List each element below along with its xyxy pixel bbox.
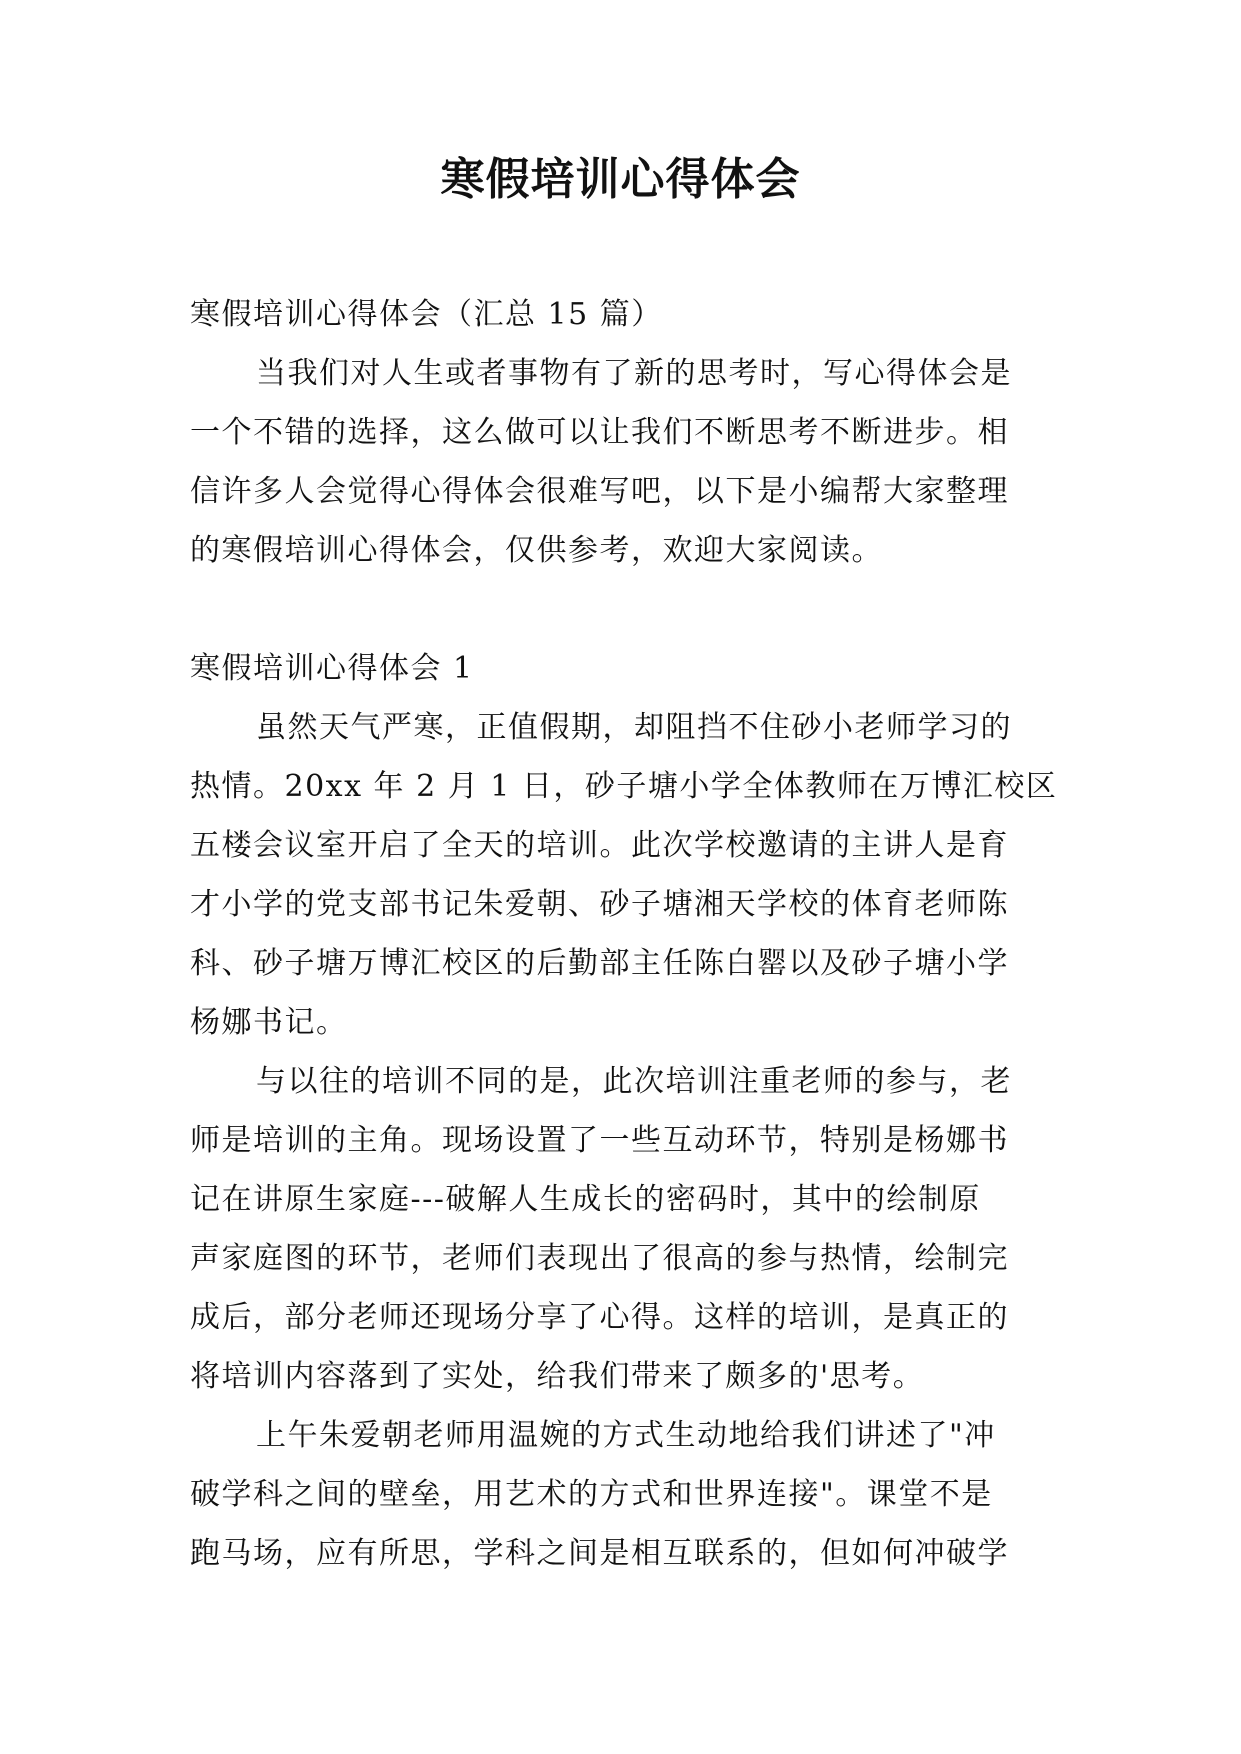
text-line: 科、砂子塘万博汇校区的后勤部主任陈白罂以及砂子塘小学 — [190, 946, 1009, 981]
text-line: 五楼会议室开启了全天的培训。此次学校邀请的主讲人是育 — [190, 828, 1009, 863]
text-line: 才小学的党支部书记朱爱朝、砂子塘湘天学校的体育老师陈 — [190, 887, 1009, 922]
document-body — [190, 285, 1058, 1583]
text-line: 的寒假培训心得体会，仅供参考，欢迎大家阅读。 — [190, 533, 883, 568]
paragraph-2 — [190, 1052, 1052, 1406]
subtitle-line: 寒假培训心得体会（汇总 15 篇） — [190, 297, 663, 332]
text-line: 杨娜书记。 — [190, 1005, 348, 1040]
text-line: 热情。20xx 年 2 月 1 日，砂子塘小学全体教师在万博汇校区 — [190, 769, 1058, 804]
text-line: 一个不错的选择，这么做可以让我们不断思考不断进步。相 — [190, 415, 1009, 450]
section-heading: 寒假培训心得体会 1 — [190, 651, 474, 686]
text-line: 上午朱爱朝老师用温婉的方式生动地给我们讲述了"冲 — [256, 1418, 996, 1453]
text-line: 跑马场，应有所思，学科之间是相互联系的，但如何冲破学 — [190, 1536, 1009, 1571]
text-line: 当我们对人生或者事物有了新的思考时，写心得体会是 — [256, 356, 1012, 391]
text-line: 破学科之间的壁垒，用艺术的方式和世界连接"。课堂不是 — [190, 1477, 993, 1512]
text-line: 虽然天气严寒，正值假期，却阻挡不住砂小老师学习的 — [256, 710, 1012, 745]
text-line: 与以往的培训不同的是，此次培训注重老师的参与，老 — [256, 1064, 1012, 1099]
blank-line — [190, 580, 1052, 639]
paragraph-1 — [190, 698, 1058, 1052]
text-line: 将培训内容落到了实处，给我们带来了颇多的'思考。 — [190, 1359, 925, 1394]
text-line: 记在讲原生家庭---破解人生成长的密码时，其中的绘制原 — [190, 1182, 981, 1217]
text-line: 成后，部分老师还现场分享了心得。这样的培训，是真正的 — [190, 1300, 1009, 1335]
text-line: 声家庭图的环节，老师们表现出了很高的参与热情，绘制完 — [190, 1241, 1009, 1276]
intro-paragraph — [190, 344, 1052, 580]
text-line: 信许多人会觉得心得体会很难写吧，以下是小编帮大家整理 — [190, 474, 1009, 509]
document-title: 寒假培训心得体会 — [440, 154, 801, 205]
text-line: 师是培训的主角。现场设置了一些互动环节，特别是杨娜书 — [190, 1123, 1009, 1158]
paragraph-3 — [190, 1406, 1052, 1583]
